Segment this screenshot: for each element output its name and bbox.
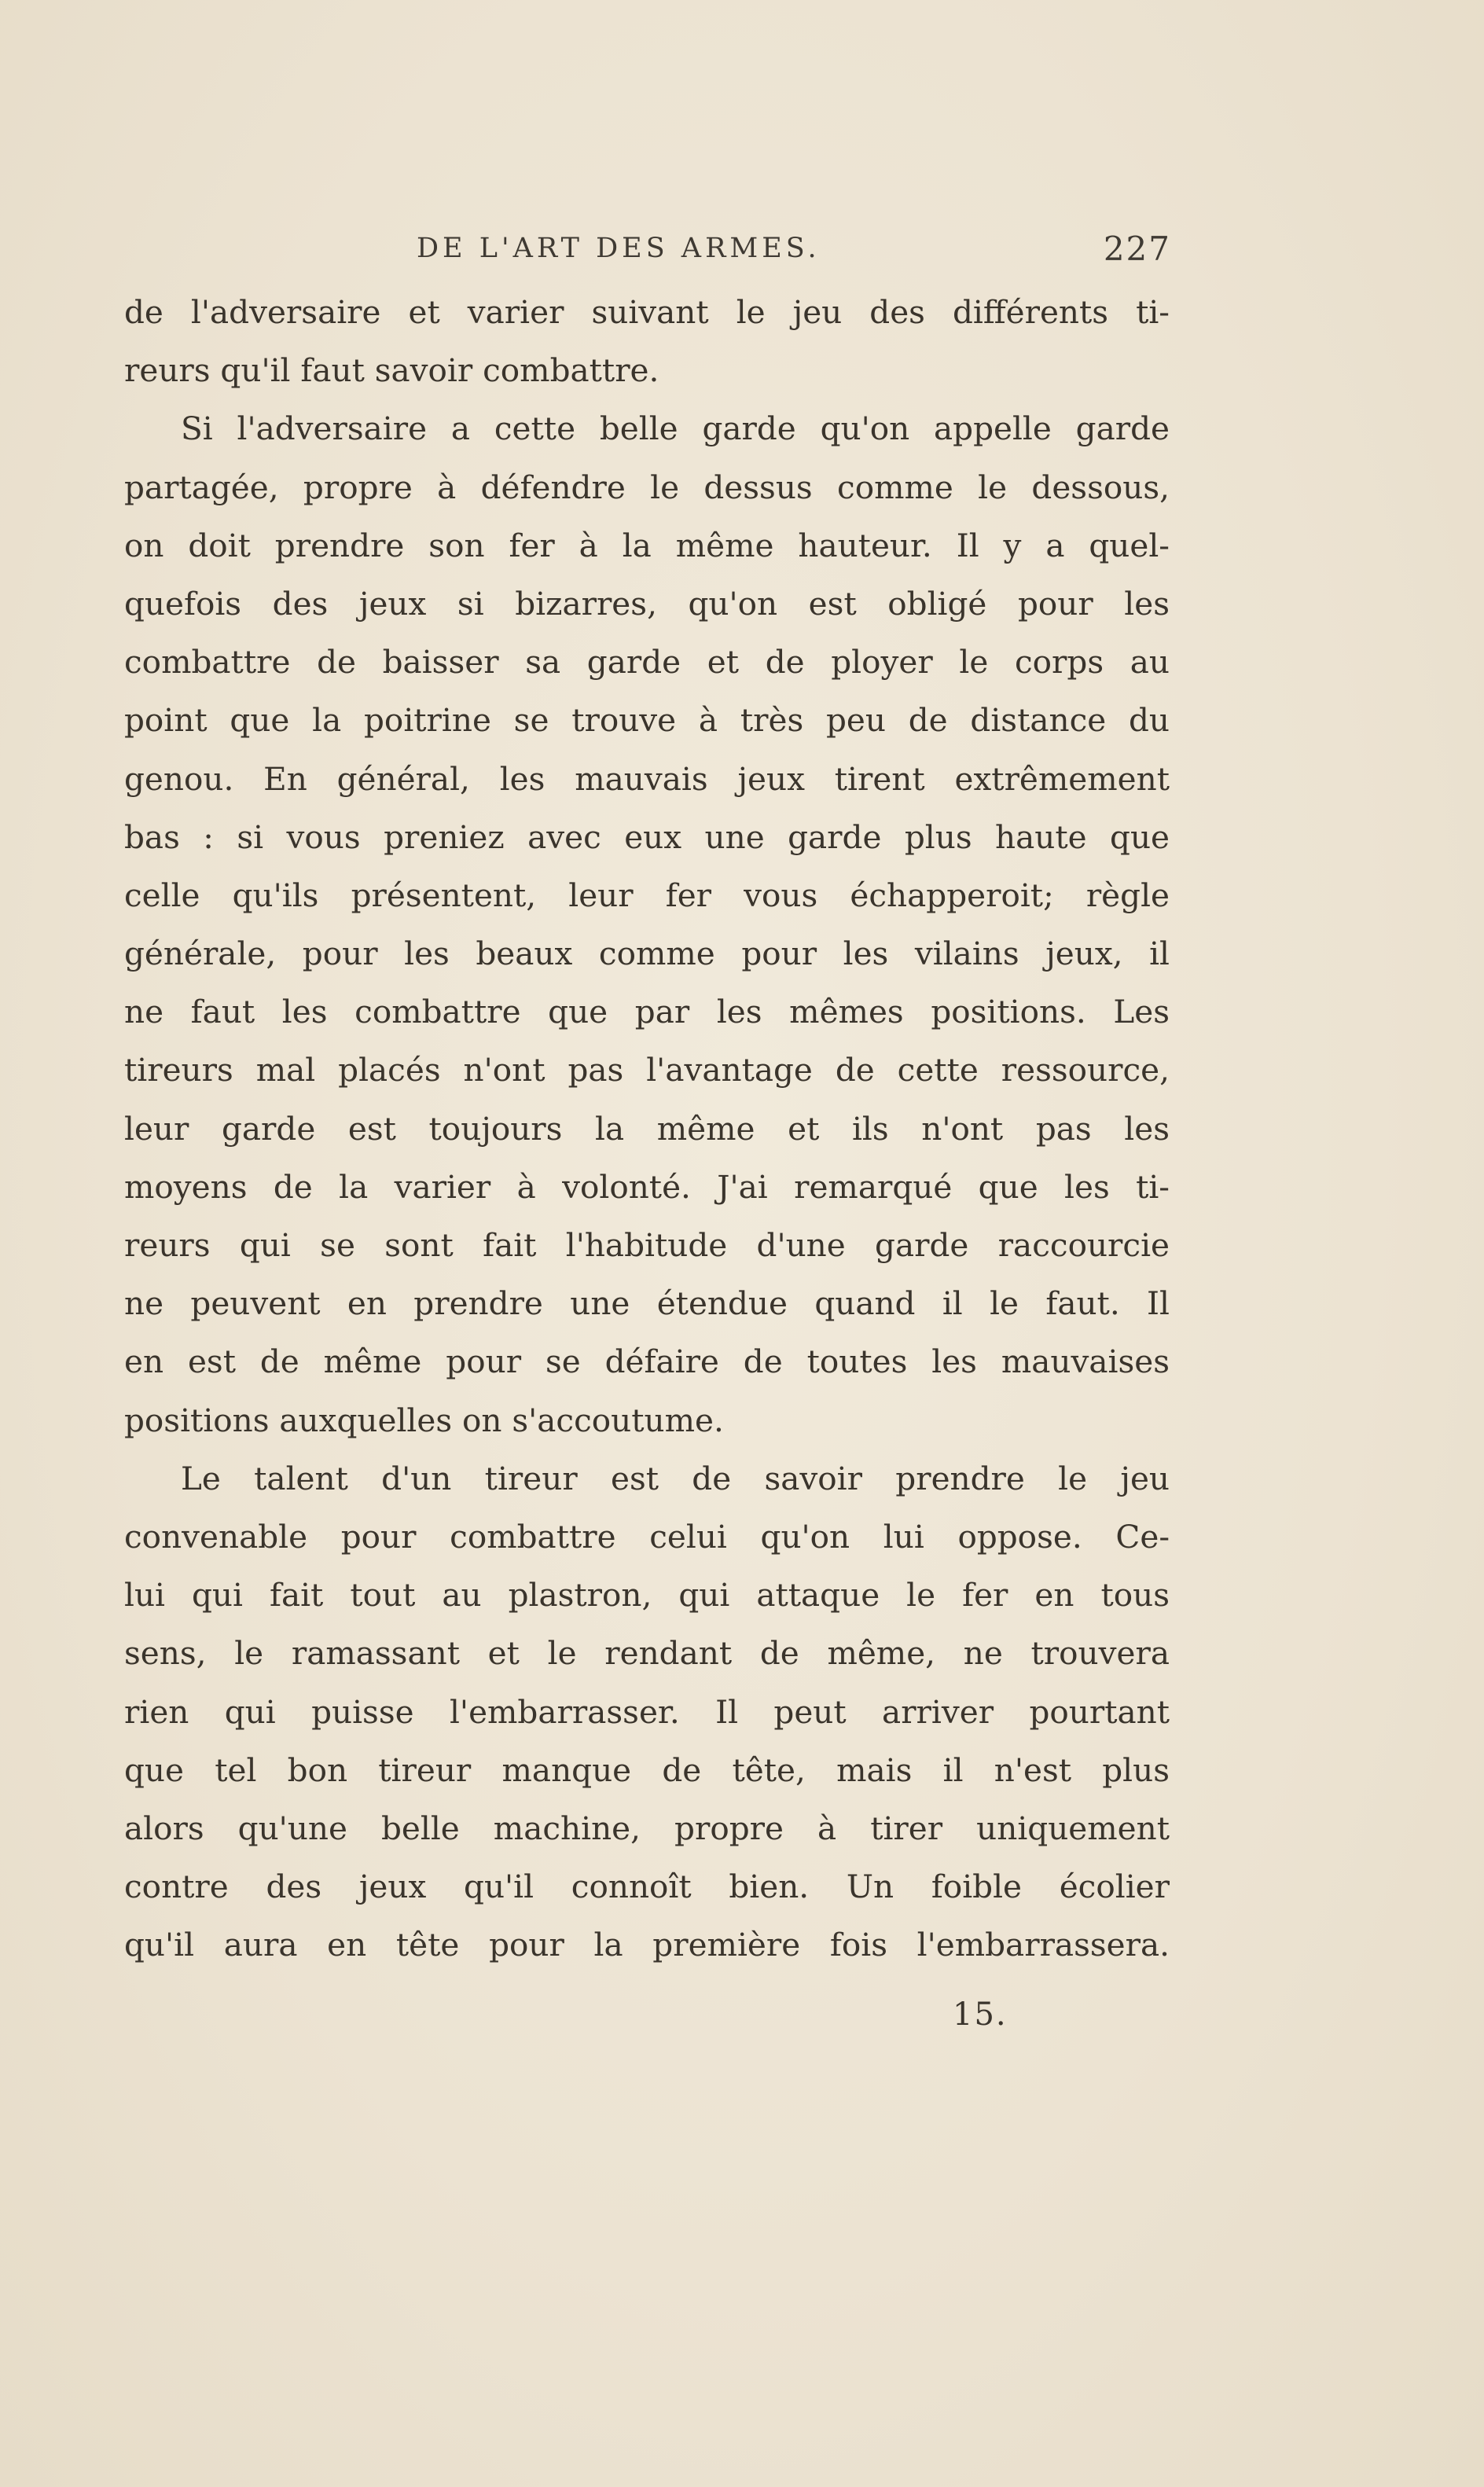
text-line: point que la poitrine se trouve à très peu de distance du — [124, 701, 1170, 740]
text-line: qu'il aura en tête pour la première fois l'embarrassera. — [124, 1926, 1170, 1964]
running-title: DE L'ART DES ARMES. — [417, 233, 821, 264]
text-line: lui qui fait tout au plastron, qui attaque le fer en tous — [124, 1576, 1170, 1615]
text-line: genou. En général, les mauvais jeux tirent extrêmement — [124, 759, 1170, 798]
text-line: bas : si vous preniez avec eux une garde plus haute que — [124, 817, 1170, 856]
text-line: Le talent d'un tireur est de savoir prendre le jeu — [181, 1459, 1170, 1497]
text-line: combattre de baisser sa garde et de ployer le corps au — [124, 643, 1170, 681]
signature-mark: 15. — [953, 1997, 1008, 2033]
text-line: quefois des jeux si bizarres, qu'on est obligé pour les — [124, 584, 1170, 623]
text-line: ne faut les combattre que par les mêmes positions. Les — [124, 993, 1170, 1031]
text-line: sens, le ramassant et le rendant de même, ne trouvera — [124, 1634, 1170, 1673]
text-line: ne peuvent en prendre une étendue quand il le faut. Il — [124, 1284, 1170, 1323]
text-line: de l'adversaire et varier suivant le jeu des différents ti- — [124, 293, 1170, 331]
body-text — [124, 283, 1170, 1974]
text-line: reurs qu'il faut savoir combattre. — [124, 351, 659, 390]
text-line: on doit prendre son fer à la même hauteur. Il y a quel- — [124, 526, 1170, 564]
text-line: Si l'adversaire a cette belle garde qu'on appelle garde — [181, 410, 1170, 448]
text-line: partagée, propre à défendre le dessus comme le dessous, — [124, 468, 1170, 506]
text-line: convenable pour combattre celui qu'on lui oppose. Ce- — [124, 1517, 1170, 1556]
text-line: rien qui puisse l'embarrasser. Il peut arriver pourtant — [124, 1692, 1170, 1731]
text-line: tireurs mal placés n'ont pas l'avantage de cette ressource, — [124, 1051, 1170, 1089]
text-line: celle qu'ils présentent, leur fer vous échapperoit; règle — [124, 876, 1170, 914]
page-number: 227 — [1103, 230, 1171, 268]
text-line: alors qu'une belle machine, propre à tirer uniquement — [124, 1809, 1170, 1847]
text-line: en est de même pour se défaire de toutes les mauvaises — [124, 1343, 1170, 1381]
text-line: générale, pour les beaux comme pour les vilains jeux, il — [124, 935, 1170, 973]
text-line: contre des jeux qu'il connoît bien. Un foible écolier — [124, 1868, 1170, 1906]
text-line: leur garde est toujours la même et ils n'ont pas les — [124, 1109, 1170, 1148]
text-line: que tel bon tireur manque de tête, mais il n'est plus — [124, 1750, 1170, 1789]
text-line: reurs qui se sont fait l'habitude d'une garde raccourcie — [124, 1226, 1170, 1264]
page-header — [417, 230, 1171, 272]
text-line: positions auxquelles on s'accoutume. — [124, 1401, 724, 1439]
text-line: moyens de la varier à volonté. J'ai remarqué que les ti- — [124, 1167, 1170, 1206]
